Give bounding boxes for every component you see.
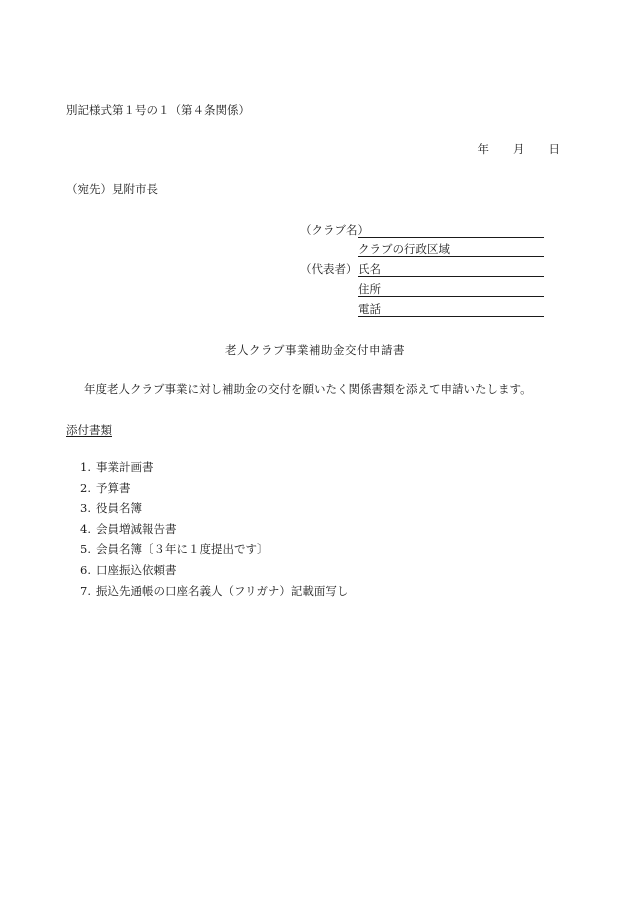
list-item: 6. 口座振込依頼書 bbox=[80, 562, 177, 577]
application-statement: 年度老人クラブ事業に対し補助金の交付を願いたく関係書類を添えて申請いたします。 bbox=[84, 382, 532, 396]
date-year-label: 年 bbox=[477, 142, 489, 156]
list-item: 7. 振込先通帳の口座名義人（フリガナ）記載面写し bbox=[80, 583, 349, 598]
list-item: 1. 事業計画書 bbox=[80, 460, 154, 474]
club-name-field[interactable] bbox=[358, 223, 544, 238]
representative-name-field[interactable] bbox=[358, 262, 544, 277]
date-day-label: 日 bbox=[548, 142, 560, 156]
address-label: 住所 bbox=[358, 282, 381, 296]
phone-row bbox=[358, 302, 546, 318]
list-item: 5. 会員名簿〔３年に１度提出です〕 bbox=[80, 542, 269, 557]
club-area-row bbox=[358, 242, 546, 258]
club-name-label: （クラブ名） bbox=[300, 223, 369, 237]
club-area-label: クラブの行政区域 bbox=[358, 242, 450, 256]
form-number: 別記様式第１号の１（第４条関係） bbox=[66, 103, 250, 117]
club-name-row bbox=[300, 223, 546, 239]
address-field[interactable] bbox=[358, 282, 544, 297]
representative-name-row bbox=[300, 262, 546, 278]
phone-field[interactable] bbox=[358, 302, 544, 317]
phone-label: 電話 bbox=[358, 302, 381, 316]
list-item: 3. 役員名簿 bbox=[80, 501, 142, 516]
attachments-heading: 添付書類 bbox=[66, 423, 112, 437]
addressee: （宛先）見附市長 bbox=[66, 182, 158, 196]
list-item: 2. 予算書 bbox=[80, 480, 131, 495]
club-area-field[interactable] bbox=[358, 242, 544, 257]
list-item: 4. 会員増減報告書 bbox=[80, 521, 177, 536]
document-title: 老人クラブ事業補助金交付申請書 bbox=[225, 343, 405, 357]
address-row bbox=[358, 282, 546, 298]
representative-label: （代表者） bbox=[300, 262, 358, 276]
attachments-list bbox=[80, 460, 348, 604]
name-label: 氏名 bbox=[358, 262, 381, 276]
date-month-label: 月 bbox=[513, 142, 525, 156]
date-line bbox=[478, 142, 561, 156]
